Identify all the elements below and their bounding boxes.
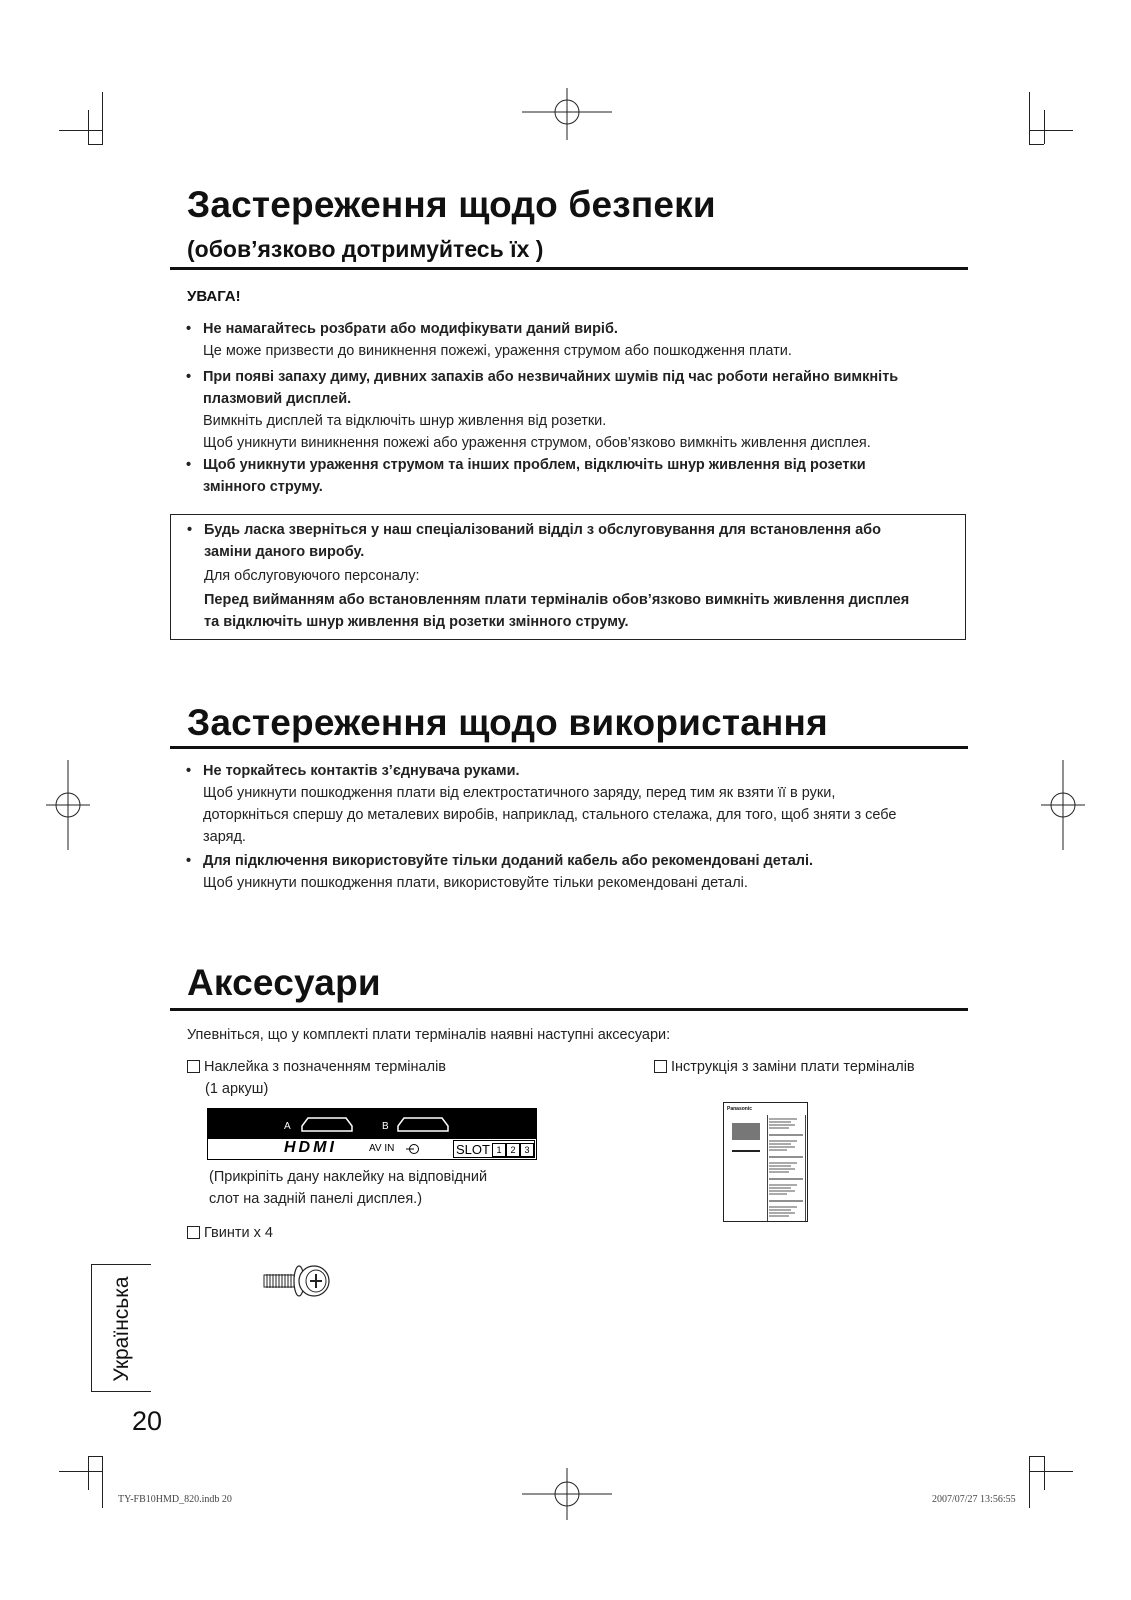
accessories-intro: Упевніться, що у комплекті плати терміналів наявні наступні аксесуари: [187, 1027, 671, 1043]
hdmi-port-icon [300, 1114, 354, 1134]
list-item: • При появі запаху диму, дивних запахів або незвичайних шумів під час роботи негайно вимкніть плазмовий дисплей. Вимкніть дисплей та відключіть шнур живлення від розетки. Щоб уникнути виникнення пожежі або ураження струмом, обов’язково вимкніть живлення дисплея. [186, 369, 899, 451]
sticker-note: (Прикріпіть дану наклейку на відповідний слот на задній панелі дисплея.) [209, 1169, 488, 1207]
hdmi-port-icon [396, 1114, 450, 1134]
registration-mark-left [46, 760, 90, 850]
list-item: • Не намагайтесь розбрати або модифікувати даний виріб. Це може призвести до виникнення пожежі, ураження струмом або пошкодження плати. [186, 321, 792, 359]
section-title-safety: Застереження щодо безпеки [187, 184, 716, 225]
list-item: • Не торкайтесь контактів з’єднувача руками. Щоб уникнути пошкодження плати від електростатичного заряду, перед тим як взяти її в руки, доторкніться спершу до металевих виробів, наприклад, стального стелажа, для того, щоб зняти з себе заряд. [186, 763, 897, 845]
accessory-sticker: Наклейка з позначенням терміналів (1 аркуш) [187, 1056, 446, 1100]
screw-icon [262, 1262, 334, 1300]
hdmi-logo: HDMI [284, 1139, 337, 1156]
list-item: • Для підключення використовуйте тільки доданий кабель або рекомендовані деталі. Щоб уникнути пошкодження плати, використовуйте тільки рекомендовані деталі. [186, 853, 814, 891]
section-rule [170, 267, 968, 270]
registration-mark-bottom [522, 1468, 612, 1520]
av-in-label: AV IN [369, 1143, 395, 1154]
accessory-manual: Інструкція з заміни плати терміналів [654, 1056, 915, 1078]
registration-mark-top [522, 88, 612, 140]
usage-list [186, 760, 976, 894]
footer-file-info: TY-FB10HMD_820.indb 20 [118, 1494, 232, 1505]
checkbox-icon [654, 1060, 667, 1073]
section-rule [170, 746, 968, 749]
accessory-screws: Гвинти x 4 [187, 1222, 273, 1244]
list-item: • Щоб уникнути ураження струмом та інших проблем, відключіть шнур живлення від розетки змінного струму. [186, 457, 866, 495]
section-title-accessories: Аксесуари [187, 962, 381, 1003]
footer-timestamp: 2007/07/27 13:56:55 [932, 1494, 1016, 1505]
checkbox-icon [187, 1226, 200, 1239]
warning-label: УВАГА! [187, 288, 241, 305]
section-subtitle-safety: (обов’язково дотримуйтесь їх ) [187, 236, 544, 262]
registration-mark-right [1041, 760, 1085, 850]
slot-label: SLOT [456, 1142, 490, 1157]
manual-booklet: Panasonic [723, 1102, 808, 1222]
page-number: 20 [132, 1406, 163, 1436]
section-rule [170, 1008, 968, 1011]
language-tab-label: Українська [110, 1276, 133, 1382]
service-notice-box: • Будь ласка зверніться у наш спеціалізований відділ з обслуговування для встановлення або заміни даного виробу. Для обслуговуючого персоналу: Перед вийманням або встановленням плати терміналів обов’язково вимкніть живлення дисплея та відключіть шнур живлення від розетки змінного струму. [170, 514, 966, 640]
checkbox-icon [187, 1060, 200, 1073]
section-title-usage: Застереження щодо використання [187, 702, 828, 743]
input-icon [406, 1143, 420, 1155]
terminal-sticker: A B HDMI AV IN SLOT 1 2 3 [207, 1108, 537, 1160]
language-tab [91, 1264, 151, 1392]
safety-list [186, 318, 976, 498]
